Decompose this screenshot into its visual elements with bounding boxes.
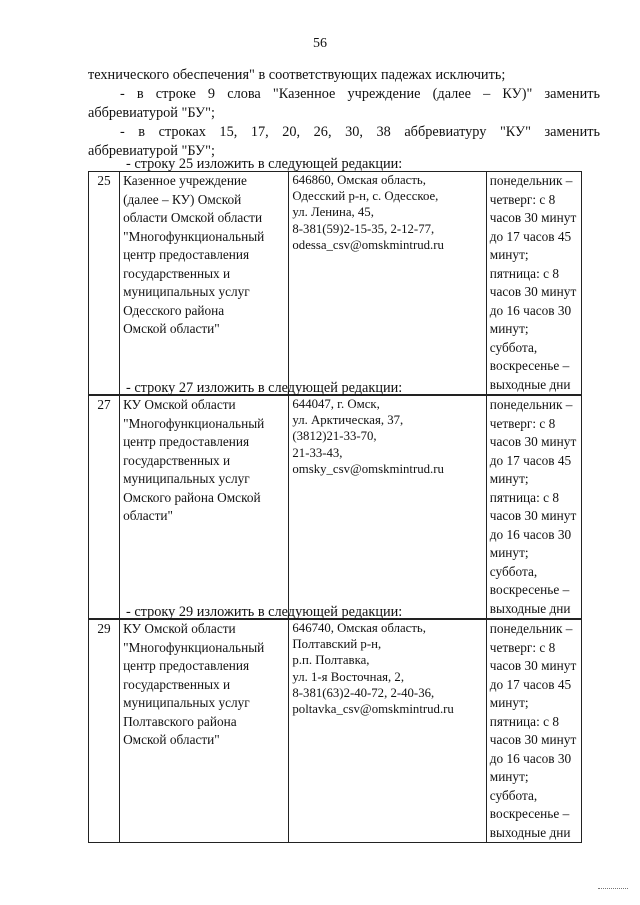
page-number: 56 [313, 36, 327, 51]
address-contacts: 646740, Омская область, Полтавский р-н, р.п. Полтавка, ул. 1-я Восточная, 2, 8-381(63)2-40-72, 2-40-36, poltavka_csv@omskmintrud.ru [289, 620, 486, 843]
paragraph-line: - в строке 9 слова "Казенное учреждение (далее – КУ)" заменить [120, 86, 600, 102]
paragraph-line: - в строках 15, 17, 20, 26, 30, 38 аббревиатуру "КУ" заменить [120, 124, 600, 140]
row-intro-25: - строку 25 изложить в следующей редакции: [126, 156, 403, 172]
address-contacts: 644047, г. Омск, ул. Арктическая, 37, (3812)21-33-70, 21-33-43, omsky_csv@omskmintrud.ru [289, 396, 486, 619]
address-contacts: 646860, Омская область, Одесский р-н, с. Одесское, ул. Ленина, 45, 8-381(59)2-15-35, 2-12-77, odessa_csv@omskmintrud.ru [289, 172, 486, 395]
table-row-27 [88, 395, 582, 619]
working-hours: понедельник – четверг: с 8 часов 30 минут до 17 часов 45 минут; пятница: с 8 часов 30 минут до 16 часов 30 минут; суббота, воскресенье – выходные дни [486, 172, 581, 395]
table-row-25 [88, 171, 582, 395]
institution-name: Казенное учреждение (далее – КУ) Омской области Омской области "Многофункциональный центр предоставления государственных и муниципальных услуг Одесского района Омской области" [120, 172, 289, 395]
row-number: 29 [89, 620, 120, 843]
working-hours: понедельник – четверг: с 8 часов 30 минут до 17 часов 45 минут; пятница: с 8 часов 30 минут до 16 часов 30 минут; суббота, воскресенье – выходные дни [486, 396, 581, 619]
row-number: 27 [89, 396, 120, 619]
paragraph-line: аббревиатурой "БУ"; [88, 143, 215, 159]
row-intro-29: - строку 29 изложить в следующей редакции: [126, 604, 403, 620]
row-number: 25 [89, 172, 120, 395]
institution-name: КУ Омской области "Многофункциональный центр предоставления государственных и муниципальных услуг Омского района Омской области" [120, 396, 289, 619]
working-hours: понедельник – четверг: с 8 часов 30 минут до 17 часов 45 минут; пятница: с 8 часов 30 минут до 16 часов 30 минут; суббота, воскресенье – выходные дни [486, 620, 581, 843]
table-row-29 [88, 619, 582, 843]
paragraph-line: технического обеспечения" в соответствующих падежах исключить; [88, 67, 506, 83]
paragraph-line: аббревиатурой "БУ"; [88, 105, 215, 121]
institution-name: КУ Омской области "Многофункциональный центр предоставления государственных и муниципальных услуг Полтавского района Омской области" [120, 620, 289, 843]
scan-mark [598, 888, 628, 889]
row-intro-27: - строку 27 изложить в следующей редакции: [126, 380, 403, 396]
